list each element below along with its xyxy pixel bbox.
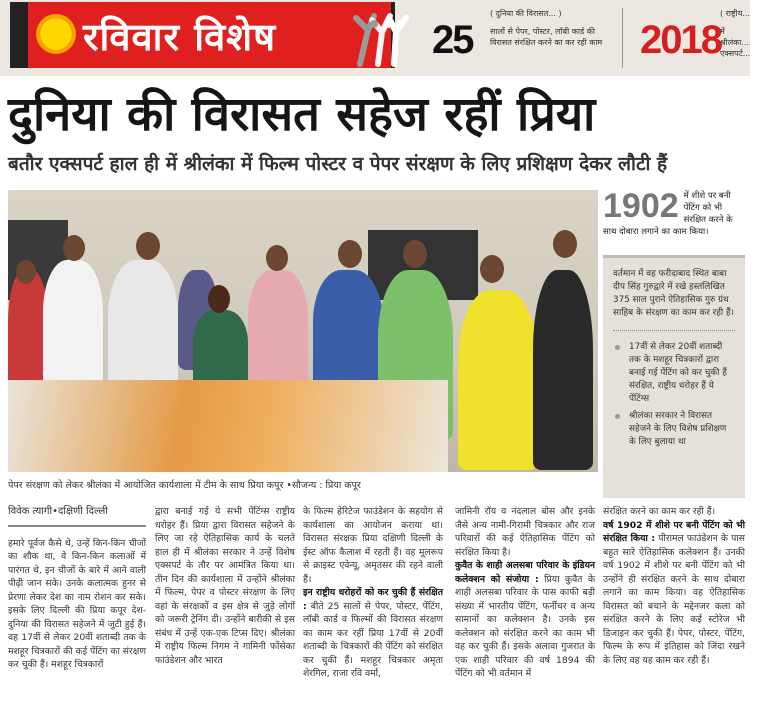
divider <box>622 8 623 68</box>
section-title-box <box>10 2 395 68</box>
article-text: प्रिया कुवैत के शाही अलसबा परिवार के पास काफी बड़ी संख्या में भारतीय पेंटिंग, फर्नीचर व अन्य सामानों का कलेक्शन है। उनके इस कलेक्शन को संरक्षित करने का काम भी वह कर चुकी हैं। इसके अलावा गुजरात के एक शाही परिवार की वर्ष 1894 की पेंटिंग को भी वर्तमान में <box>455 573 595 679</box>
article-text: के फिल्म हेरिटेज फाउंडेशन के सहयोग से कार्यशाला का आयोजन कराया था। विरासत संरक्षक प्रिया दक्षिणी दिल्ली के ईस्ट ऑफ कैलाश में रहती हैं। वह मूलरूप से क्राइस्ट एवेन्यू, अमृतसर की रहने वाली हैं। <box>303 506 443 585</box>
workshop-table <box>8 380 448 472</box>
article-text: हमारे पूर्वज कैसे थे, उन्हें किन-किन चीजों का शौक था, वे किन-किन कलाओं में पारंगत थे, इन चीजों के बारे में आने वाली पीढ़ी जान सके। उनके कलात्मक हुनर से प्रेरणा लेकर देश का नाम रोशन कर सके। इसके लिए दिल्ली की प्रिया कपूर देश-दुनिया की विरासत सहेजने में जुटी हुई हैं। वह 17वीं से लेकर 20वीं शताब्दी तक के मशहूर चित्रकारों की कई पेंटिंग का संरक्षण कर चुकी हैं। मशहूर चित्रकारों <box>8 537 146 670</box>
sun-logo-icon <box>36 14 76 54</box>
article-text: जामिनी रॉय व नंदलाल बोस और इनके जैसे अन्य नामी-गिरामी चित्रकार और राज परिवारों की कई ऐतिहासिक पेंटिंग को संरक्षित किया है। <box>455 506 595 558</box>
subhead: इन राष्ट्रीय धरोहरों को कर चुकी हैं संरक्षित : <box>303 587 443 612</box>
article-text: संरक्षित करने का काम कर रही हैं। <box>603 506 716 517</box>
photo-caption: पेपर संरक्षण को लेकर श्रीलंका में आयोजित कार्यशाला में टीम के साथ प्रिया कपूर •सौजन्य : प्रिया कपूर <box>8 480 361 491</box>
article-text: पीरामल फाउंडेशन के पास बहुत सारे ऐतिहासिक कलेक्शन हैं। उनकी वर्ष 1902 में शीशे पर बनी पेंटिंग को भी उन्होंने ही संरक्षित करने के साथ दोबारा लगाने का काम किया। वह ऐतिहासिक विरासत को बचाने के मद्देनजर कला को संरक्षित करने के लिए कई स्टोरेज भी डिजाइन कर चुकी हैं। पेपर, पोस्टर, पेंटिंग, फिल्म के रूप में इतिहास को जिंदा रखने के लिए वह यह काम कर रही हैं। <box>603 533 745 666</box>
article-text: बीते 25 सालों से पेपर, पोस्टर, पेंटिंग, लॉबी कार्ड व फिल्मों की विरासत संरक्षण का काम कर रहीं प्रिया 17वीं से 20वीं शताब्दी के चित्रकारों की पेंटिंग को संरक्षित कर चुकी हैं। मशहूर चित्रकार अमृता शेरगिल, राजा रवि वर्मा, <box>303 600 443 679</box>
headline: दुनिया की विरासत सहेज रहीं प्रिया <box>8 87 596 142</box>
promo1-number: 25 <box>432 18 473 62</box>
byline: विवेक त्यागी•दक्षिणी दिल्ली <box>8 505 146 527</box>
subhead: कुवैत के शाही अलसबा परिवार के इंडियन कलेक्शन को संजोया : <box>455 560 595 585</box>
promo1-tag: ( दुनिया की विरासत... ) <box>490 9 562 18</box>
article-column-1 <box>8 505 146 672</box>
people-figures-icon <box>350 10 410 66</box>
divider <box>613 330 735 331</box>
subhead: वर्ष 1902 में शीशे पर बनी पेंटिंग को भी संरक्षित किया : <box>603 519 745 544</box>
article-column-4 <box>455 505 595 704</box>
article-column-5 <box>603 505 745 704</box>
subheadline: बतौर एक्सपर्ट हाल ही में श्रीलंका में फिल्म पोस्टर व पेपर संरक्षण के लिए प्रशिक्षण देकर लौटी हैं <box>8 153 668 175</box>
section-banner <box>0 0 750 76</box>
section-title: रविवार विशेष <box>83 15 277 59</box>
group-photo <box>8 190 598 472</box>
promo1-text: सालों से पेपर, पोस्टर, लॉबी कार्ड की विरासत संरक्षित करने का कर रही काम <box>490 27 603 47</box>
sidebar-bullet: श्रीलंका सरकार ने विरासत सहेजने के लिए विशेष प्रशिक्षण के लिए बुलाया था <box>613 410 735 449</box>
highlight-number: 1902 <box>603 187 679 225</box>
article-column-2 <box>155 505 295 667</box>
promo2-tag: ( राष्ट्रीय... <box>720 9 751 18</box>
sidebar-highlight <box>603 187 745 238</box>
sidebar-bullet: 17वीं से लेकर 20वीं शताब्दी तक के मशहूर चित्रकारों द्वारा बनाई गई पेंटिंग को कर चुकी हैं संरक्षित, राष्ट्रीय धरोहर हैं ये पेंटिंग्स <box>613 341 735 406</box>
promo2-number: 2018 <box>640 18 721 62</box>
highlight-text: में शीशे पर बनी पेंटिंग को भी संरक्षित करने के साथ दोबारा लगाने का काम किया। <box>603 191 733 237</box>
sidebar-box-text: वर्तमान में वह फरीदाबाद स्थित बाबा दीप सिंह गुरुद्वारे में रखे हस्तलिखित 375 साल पुराने ऐतिहासिक गुरु ग्रंथ साहिब के संरक्षण का काम कर रही हैं। <box>613 269 734 318</box>
promo2-text: में श्रीलंका... एक्सपर्ट... <box>720 27 751 58</box>
sidebar-box <box>603 255 745 498</box>
article-text: द्वारा बनाई गई ये सभी पेंटिंग्स राष्ट्रीय धरोहर हैं। प्रिया द्वारा विरासत सहेजने के लिए जा रहे ऐतिहासिक कार्य के चलते हाल ही में श्रीलंका सरकार ने उन्हें विशेष एक्सपर्ट के तौर पर आमंत्रित किया था। तीन दिन की कार्यशाला में उन्होंने श्रीलंका में फिल्म, पेपर व पोस्टर संरक्षण के लिए वहां के संरक्षकों व इस क्षेत्र से जुड़े लोगों को जरूरी ट्रेनिंग दी। उन्होंने बारीकी से इस संबंध में उन्हें एक-एक टिप्स दिए। श्रीलंका में राष्ट्रीय फिल्म निगम ने गामिनी फोंसेका फाउंडेशन और भारत <box>155 506 295 666</box>
article-column-3 <box>303 505 443 704</box>
